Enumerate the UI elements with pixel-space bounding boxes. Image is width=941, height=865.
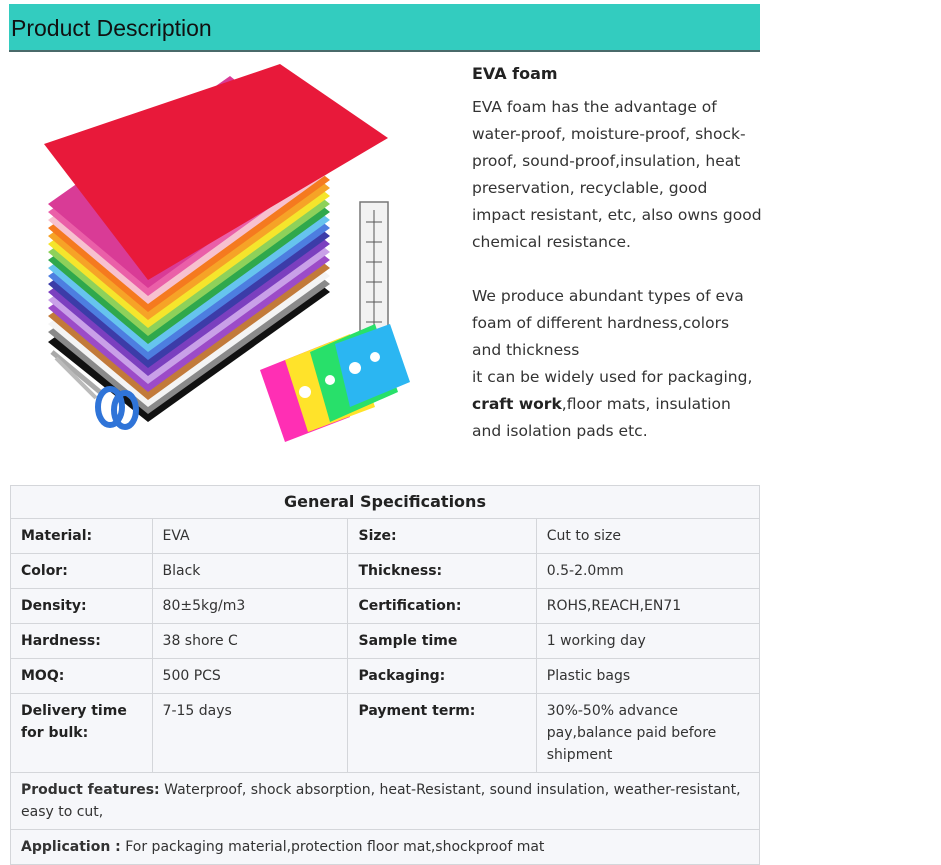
description-para-1: EVA foam has the advantage of water-proof, moisture-proof, shock-proof, sound-proof,insulation, heat preservation, recyclable, good impact resistant, etc, also owns good chemical resistance. bbox=[472, 98, 762, 251]
specifications-table bbox=[10, 485, 760, 865]
spec-key: Color: bbox=[11, 554, 153, 589]
ruler-icon bbox=[360, 202, 388, 342]
product-description bbox=[472, 62, 762, 445]
table-row bbox=[11, 830, 760, 865]
spec-value: 7-15 days bbox=[152, 694, 348, 773]
spec-value: EVA bbox=[152, 519, 348, 554]
stencil-icon bbox=[260, 324, 410, 442]
spec-value: Plastic bags bbox=[536, 659, 759, 694]
application-cell bbox=[11, 830, 760, 865]
spec-value: Black bbox=[152, 554, 348, 589]
spec-key: Delivery time for bulk: bbox=[11, 694, 153, 773]
table-header-row bbox=[11, 486, 760, 519]
spec-value: 30%-50% advance pay,balance paid before shipment bbox=[536, 694, 759, 773]
spec-key: Sample time bbox=[348, 624, 536, 659]
table-row bbox=[11, 659, 760, 694]
product-name: EVA foam bbox=[472, 64, 558, 83]
table-row bbox=[11, 589, 760, 624]
spec-key: Hardness: bbox=[11, 624, 153, 659]
features-label: Product features: bbox=[21, 782, 160, 798]
spec-value: 500 PCS bbox=[152, 659, 348, 694]
table-row bbox=[11, 624, 760, 659]
features-value: Waterproof, shock absorption, heat-Resistant, sound insulation, weather-resistant, easy to cut, bbox=[21, 782, 741, 820]
product-features-cell bbox=[11, 773, 760, 830]
table-row bbox=[11, 773, 760, 830]
spec-key: Material: bbox=[11, 519, 153, 554]
description-para-2 bbox=[472, 283, 762, 445]
spec-value: 0.5-2.0mm bbox=[536, 554, 759, 589]
craft-work-bold: craft work bbox=[472, 395, 562, 413]
table-heading: General Specifications bbox=[11, 486, 760, 519]
spec-key: Packaging: bbox=[348, 659, 536, 694]
spec-value: 1 working day bbox=[536, 624, 759, 659]
spec-value: 38 shore C bbox=[152, 624, 348, 659]
spec-key: Density: bbox=[11, 589, 153, 624]
spec-key: Payment term: bbox=[348, 694, 536, 773]
description-para-2b: it can be widely used for packaging, bbox=[472, 368, 753, 386]
spec-key: Thickness: bbox=[348, 554, 536, 589]
spec-value: 80±5kg/m3 bbox=[152, 589, 348, 624]
spec-key: Certification: bbox=[348, 589, 536, 624]
spec-value: Cut to size bbox=[536, 519, 759, 554]
application-label: Application : bbox=[21, 839, 121, 855]
spec-key: MOQ: bbox=[11, 659, 153, 694]
table-row bbox=[11, 519, 760, 554]
section-header bbox=[9, 4, 760, 52]
description-para-2c: ,floor mats, insulation and isolation pads etc. bbox=[472, 395, 731, 440]
description-para-2a: We produce abundant types of eva foam of different hardness,colors and thickness bbox=[472, 287, 744, 359]
product-photo bbox=[30, 62, 420, 452]
application-value: For packaging material,protection floor mat,shockproof mat bbox=[120, 839, 545, 855]
section-title: Product Description bbox=[11, 15, 212, 41]
table-row bbox=[11, 554, 760, 589]
table-row bbox=[11, 694, 760, 773]
spec-key: Size: bbox=[348, 519, 536, 554]
spec-value: ROHS,REACH,EN71 bbox=[536, 589, 759, 624]
paragraph-gap bbox=[472, 256, 762, 283]
